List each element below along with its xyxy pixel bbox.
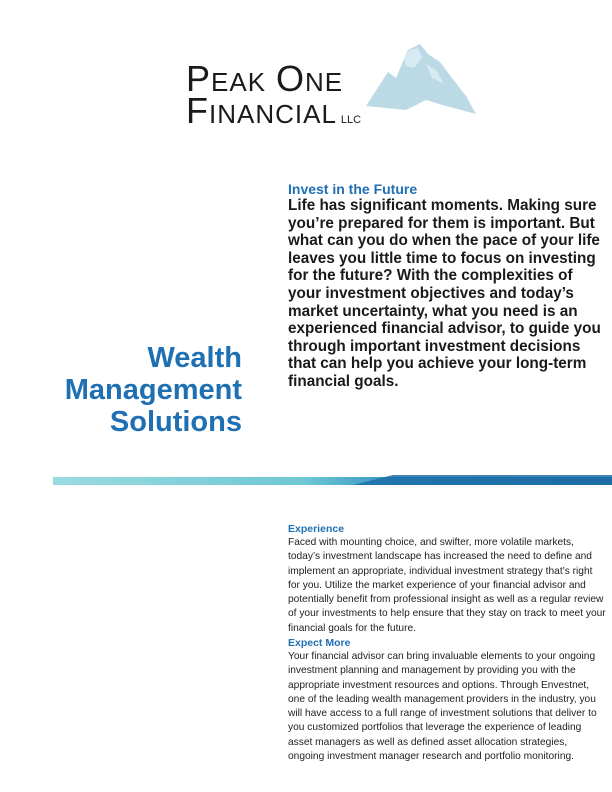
experience-heading: Experience	[288, 523, 345, 535]
experience-body: Faced with mounting choice, and swifter, more volatile markets, today’s investment landscape has increased the need to define and implement an appropriate, individual investment strategy that’s right for you. Utilize the market experience of your financial advisor and potentially benefit from professional insight as well as a regular review of your investments to help ensure that they stay on track to meet your financial goals for the future.	[288, 537, 606, 634]
title-line-3: Solutions	[109, 406, 242, 438]
page-title	[60, 342, 242, 438]
expect-more-heading: Expect More	[288, 637, 351, 649]
mountain-logo-icon	[366, 44, 476, 124]
section-divider	[53, 475, 612, 485]
title-line-1: Wealth	[147, 342, 242, 374]
logo-suffix: LLC	[340, 114, 362, 126]
intro-heading: Invest in the Future	[288, 181, 418, 197]
expect-more-body: Your financial advisor can bring invaluable elements to your ongoing investment planning and management by providing you with the appropriate investment resources and options. Through Envestnet, one of the leading wealth management providers in the industry, you will have access to a full range of investment solutions that deliver to you customized portfolios that leverage the experience of leading asset managers as well as defined asset allocation strategies, ongoing investment manager research and portfolio monitoring.	[288, 651, 597, 763]
logo-wordmark-line2: FINANCIAL LLC	[186, 90, 362, 131]
title-line-2: Management	[64, 374, 242, 406]
intro-body: Life has significant moments. Making sure you’re prepared for them is important. But what can you do when the pace of your life leaves you little time to focus on investing for the future? With the complexities of your investment objectives and today’s market uncertainty, what you need is an experienced financial advisor, to guide you through important investment decisions that can help you achieve your long-term financial goals.	[288, 197, 601, 390]
logo-wordmark-line1: PEAK ONE	[186, 58, 344, 99]
company-logo	[186, 44, 486, 131]
